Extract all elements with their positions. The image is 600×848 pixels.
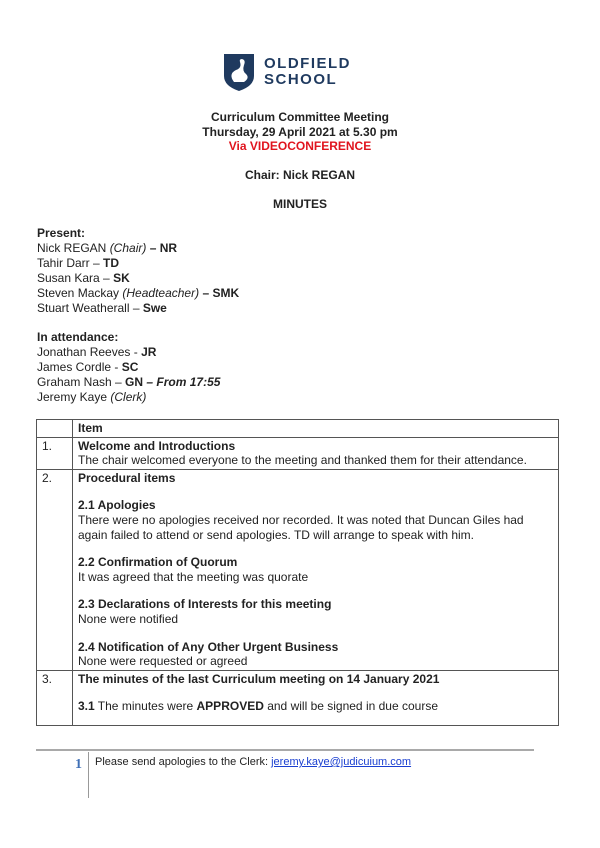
item-number: 1.	[37, 437, 73, 469]
meeting-venue: Via VIDEOCONFERENCE	[228, 139, 372, 153]
item-cell	[73, 469, 559, 670]
item-number: 3.	[37, 670, 73, 725]
footer-rule	[36, 749, 534, 751]
attendance-person: Jonathan Reeves - JR	[37, 345, 157, 359]
subitem-title: 2.4 Notification of Any Other Urgent Business	[78, 639, 339, 654]
table-header-row	[37, 420, 559, 438]
subitem-title: 2.3 Declarations of Interests for this meeting	[78, 597, 332, 612]
subitem-text: None were requested or agreed	[78, 654, 248, 669]
item-title: Procedural items	[78, 470, 176, 485]
minutes-label: MINUTES	[273, 197, 327, 211]
subitem-text: There were no apologies received nor recorded. It was noted that Duncan Giles had again failed to attend or send apologies. TD will arrange to speak with him.	[78, 512, 524, 542]
attendance-person: Graham Nash – GN – From 17:55	[37, 375, 221, 389]
item-cell	[73, 670, 559, 725]
table-row	[37, 670, 559, 725]
footer-text: Please send apologies to the Clerk:	[95, 756, 272, 768]
present-person: Tahir Darr – TD	[37, 256, 120, 270]
footer-divider	[88, 752, 89, 798]
subitem-text: 3.1 The minutes were APPROVED and will be signed in due course	[78, 699, 438, 714]
subitem-title: 2.1 Apologies	[78, 498, 156, 513]
school-name	[264, 56, 351, 88]
attendance-person: Jeremy Kaye (Clerk)	[37, 390, 147, 404]
present-person: Stuart Weatherall – Swe	[37, 301, 167, 315]
present-person: Nick REGAN (Chair) – NR	[37, 241, 178, 255]
item-text: The chair welcomed everyone to the meeting and thanked them for their attendance.	[78, 453, 527, 468]
item-title: Welcome and Introductions	[78, 438, 236, 453]
table-row	[37, 469, 559, 670]
swan-shield-icon	[222, 52, 256, 92]
item-title: The minutes of the last Curriculum meeting on 14 January 2021	[78, 671, 440, 686]
table-row	[37, 437, 559, 469]
clerk-email-link[interactable]: jeremy.kaye@judicuium.com	[271, 756, 412, 768]
attendance-person: James Cordle - SC	[37, 360, 139, 374]
footer-note	[95, 756, 411, 768]
meeting-date: Thursday, 29 April 2021 at 5.30 pm	[202, 125, 398, 139]
present-person: Steven Mackay (Headteacher) – SMK	[37, 286, 240, 300]
table-header-item: Item	[73, 420, 559, 438]
meeting-chair: Chair: Nick REGAN	[244, 168, 356, 182]
minutes-table	[36, 419, 559, 726]
meeting-title: Curriculum Committee Meeting	[210, 110, 390, 124]
school-logo	[222, 52, 351, 92]
school-name-line1: OLDFIELD	[264, 55, 351, 72]
school-name-line2: SCHOOL	[264, 71, 338, 88]
item-number: 2.	[37, 469, 73, 670]
present-heading: Present:	[37, 226, 86, 240]
subitem-text: It was agreed that the meeting was quorate	[78, 569, 309, 584]
subitem-text: None were notified	[78, 611, 179, 626]
attendance-heading: In attendance:	[37, 330, 119, 344]
item-cell	[73, 437, 559, 469]
subitem-title: 2.2 Confirmation of Quorum	[78, 555, 238, 570]
present-person: Susan Kara – SK	[37, 271, 130, 285]
attendance-section	[37, 330, 220, 405]
present-section	[37, 226, 239, 316]
page-number: 1	[75, 757, 82, 772]
table-header-num	[37, 420, 73, 438]
